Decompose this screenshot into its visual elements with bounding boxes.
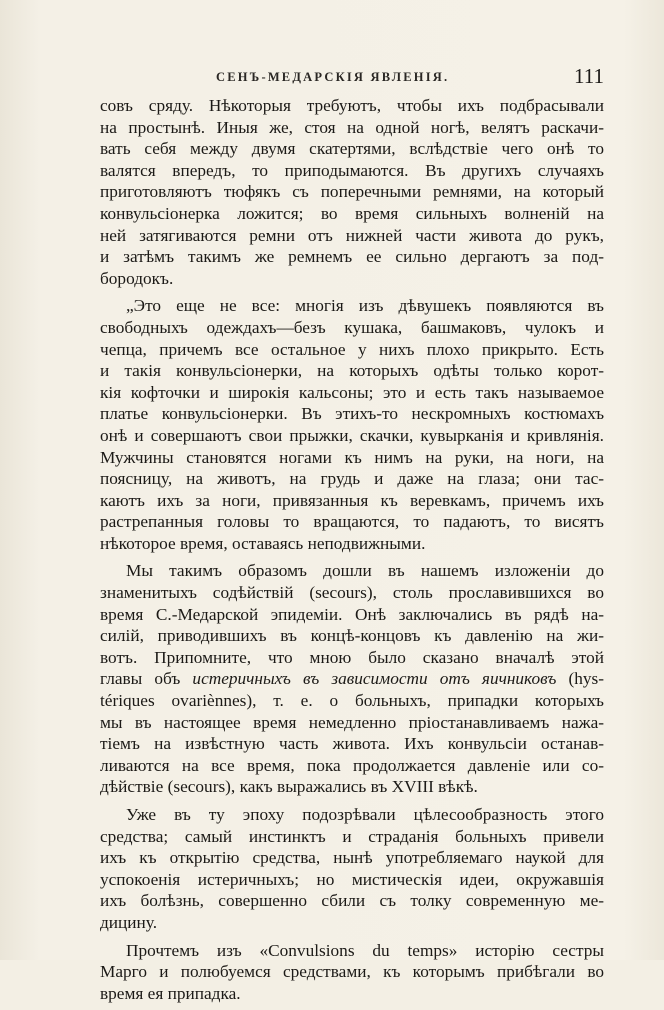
text-line: средства; самый инстинктъ и страданія больныхъ привели xyxy=(100,826,604,846)
text-line: мы въ настоящее время немедленно пріостанавливаемъ нажа- xyxy=(100,712,604,732)
text-line: чепца, причемъ все остальное у нихъ плохо прикрыто. Есть xyxy=(100,339,604,359)
text-line: платье конвульсіонерки. Въ этихъ-то нескромныхъ костюмахъ xyxy=(100,404,604,424)
text-line: ихъ болѣзнь, совершенно сбили съ толку современную ме- xyxy=(100,891,604,911)
text-line: каютъ ихъ за ноги, привязанныя къ веревкамъ, причемъ ихъ xyxy=(100,490,604,510)
text-line: бородокъ. xyxy=(100,268,174,288)
text-line: кія кофточки и широкія кальсоны; это и есть такъ называемое xyxy=(100,382,604,402)
text-line: конвульсіонерка ложится; во время сильныхъ волненій на xyxy=(100,203,604,223)
text-line: приготовляютъ тюфякъ съ поперечными ремнями, на который xyxy=(100,182,604,202)
text-line: „Это еще не все: многія изъ дѣвушекъ появляются въ xyxy=(126,296,604,316)
text-line: Мы такимъ образомъ дошли въ нашемъ изложеніи до xyxy=(126,561,604,581)
text-line: поясницу, на животъ, на грудь и даже на глаза; они тас- xyxy=(100,469,604,489)
text-line: ихъ къ открытію средства, нынѣ употребляемаго наукой для xyxy=(100,848,604,868)
text-line: время ея припадка. xyxy=(100,983,241,1003)
text-line: главы объ истеричныхъ въ зависимости отъ яичниковъ (hys- xyxy=(100,669,604,689)
text-line: растрепанныя головы то вращаются, то падаютъ, то висятъ xyxy=(100,512,604,532)
running-title: СЕНЪ-МЕДАРСКІЯ ЯВЛЕНІЯ. xyxy=(216,70,450,84)
text-line: знаменитыхъ содѣйствій (secours), столь прославившихся во xyxy=(100,583,604,603)
text-line: тіемъ на извѣстную часть живота. Ихъ конвульсіи останав- xyxy=(100,734,604,754)
body-text xyxy=(100,95,604,1010)
text-line: онѣ и совершаютъ свои прыжки, скачки, кувырканія и кривлянія. xyxy=(100,425,604,445)
paragraph xyxy=(100,940,604,1005)
text-line: Уже въ ту эпоху подозрѣвали цѣлесообразность этого xyxy=(126,805,604,824)
page-header xyxy=(100,64,604,88)
text-line: и затѣмъ такимъ же ремнемъ ее сильно дергаютъ за под- xyxy=(100,247,604,267)
text-line: свободныхъ одеждахъ—безъ кушака, башмаковъ, чулокъ и xyxy=(100,317,604,337)
paragraph xyxy=(100,560,604,798)
text-line: ливаются на все время, пока продолжается давленіе или со- xyxy=(100,755,604,775)
text-line: Прочтемъ изъ «Convulsions du temps» исторію сестры xyxy=(126,940,604,960)
text-line: и такія конвульсіонерки, на которыхъ одѣты только корот- xyxy=(100,361,604,381)
text-line: время С.-Медарской эпидеміи. Онѣ заключались въ рядѣ на- xyxy=(100,604,604,624)
text-line: валятся впередъ, то приподымаются. Въ другихъ случаяхъ xyxy=(100,160,604,180)
page-number: 111 xyxy=(574,64,604,88)
text-line: Мужчины становятся ногами къ нимъ на руки, на ноги, на xyxy=(100,447,604,467)
text-line: ней затягиваются ремни отъ нижней части живота до рукъ, xyxy=(100,225,604,245)
italic-phrase: истеричныхъ въ зависимости отъ яичниковъ xyxy=(192,669,557,689)
text-line: tériques ovariènnes), т. е. о больныхъ, припадки которыхъ xyxy=(100,691,604,711)
text-line: силій, приводившихъ въ концѣ-концовъ къ давленію на жи- xyxy=(100,626,604,646)
text-line: дѣйствіе (secours), какъ выражались въ XVIII вѣкѣ. xyxy=(100,777,478,797)
paragraph xyxy=(100,295,604,554)
text-line: успокоенія истеричныхъ; но мистическія идеи, окружавшія xyxy=(100,869,604,889)
text-line: нѣкоторое время, оставаясь неподвижными. xyxy=(100,533,426,553)
paragraph xyxy=(100,95,604,289)
text-line: вать себя между двумя скатертями, вслѣдствіе чего онѣ то xyxy=(100,139,604,159)
text-line: вотъ. Припомните, что мною было сказано вначалѣ этой xyxy=(100,647,604,667)
text-line: Марго и полюбуемся средствами, къ которымъ прибѣгали во xyxy=(100,962,604,982)
paragraph xyxy=(100,804,604,934)
text-line: совъ сряду. Нѣкоторыя требуютъ, чтобы ихъ подбрасывали xyxy=(100,96,604,115)
text-line: дицину. xyxy=(100,912,158,932)
text-line: на простынѣ. Иныя же, стоя на одной ногѣ, велятъ раскачи- xyxy=(100,117,604,137)
